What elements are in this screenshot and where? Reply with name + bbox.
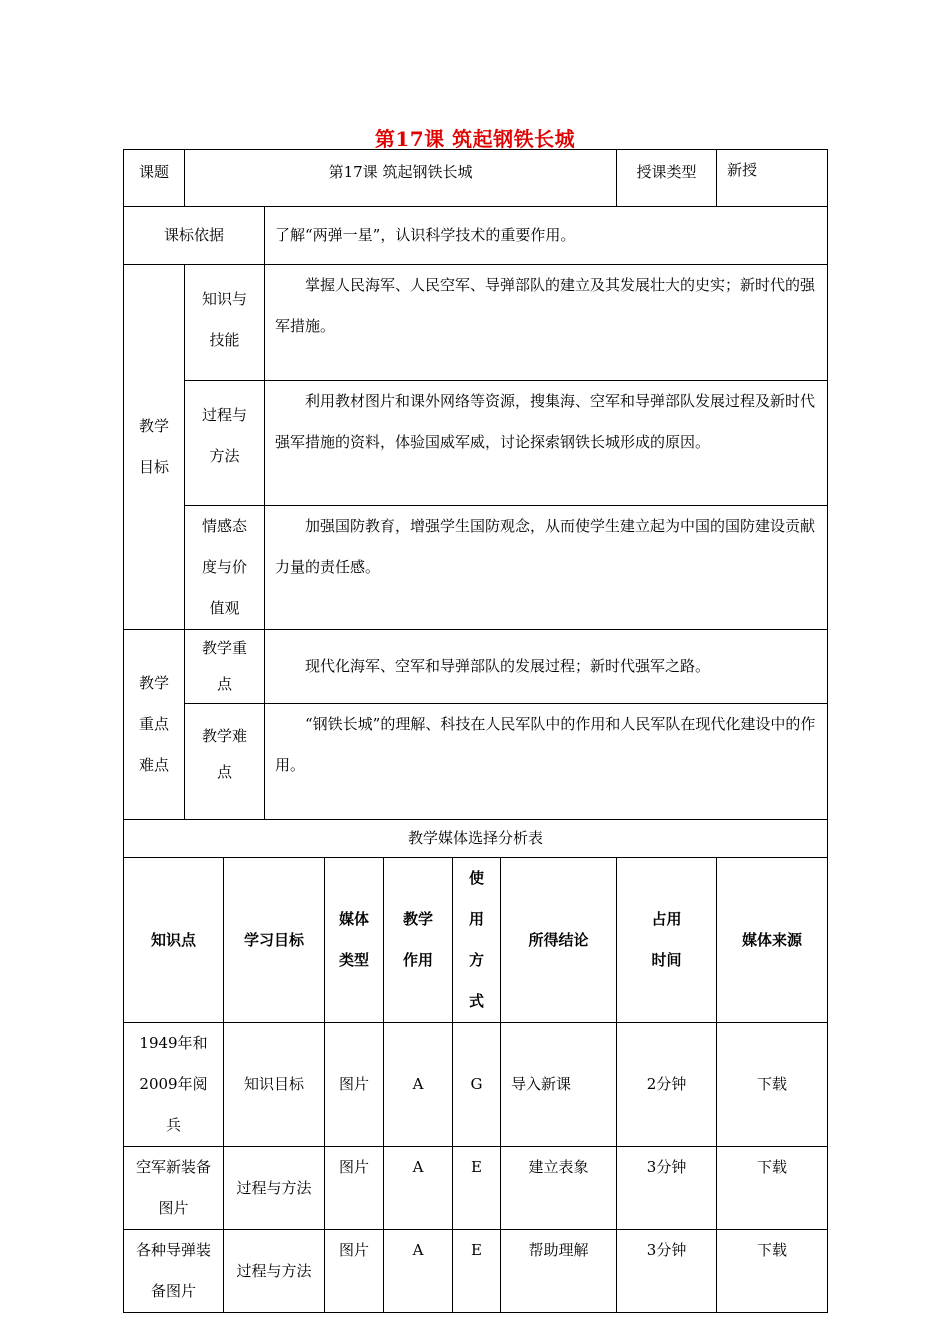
topic-value: 第17课 筑起钢铁长城 [185,150,617,207]
key-point-text: 现代化海军、空军和导弹部队的发展过程；新时代强军之路。 [265,630,828,704]
media-col-knowledge: 知识点 [124,858,224,1023]
media-col-role: 教学 作用 [384,858,453,1023]
media-row-3-knowledge: 各种导弹装备图片 [124,1230,224,1313]
media-row-1-usage: G [453,1023,501,1147]
media-row-3-usage: E [453,1230,501,1313]
goal-label-attitude: 情感态度与价值观 [185,506,265,630]
key-points-label: 教学重点难点 [124,630,185,820]
media-row-3-source: 下载 [717,1230,828,1313]
media-row-2-conclusion: 建立表象 [501,1147,617,1230]
media-row-1-objective: 知识目标 [224,1023,325,1147]
goals-label: 教学目标 [124,265,185,630]
standard-label: 课标依据 [124,207,265,265]
media-col-source: 媒体来源 [717,858,828,1023]
media-row-3-time: 3分钟 [617,1230,717,1313]
media-row-2-usage: E [453,1147,501,1230]
goal-label-process: 过程与方法 [185,381,265,506]
lesson-type-value: 新授 [717,150,828,207]
media-row-2-knowledge: 空军新装备图片 [124,1147,224,1230]
goal-text-knowledge: 掌握人民海军、人民空军、导弹部队的建立及其发展壮大的史实；新时代的强军措施。 [265,265,828,381]
difficult-point-label: 教学难点 [185,704,265,820]
lesson-type-label: 授课类型 [617,150,717,207]
standard-text: 了解“两弹一星”，认识科学技术的重要作用。 [265,207,828,265]
document-title: 第17课 筑起钢铁长城 [374,127,576,151]
media-row-3-role: A [384,1230,453,1313]
goal-text-attitude: 加强国防教育，增强学生国防观念，从而使学生建立起为中国的国防建设贡献力量的责任感。 [265,506,828,630]
media-row-1-conclusion: 导入新课 [501,1023,617,1147]
key-point-label: 教学重点 [185,630,265,704]
lesson-plan-table [123,149,828,1313]
media-col-time: 占用 时间 [617,858,717,1023]
topic-label: 课题 [124,150,185,207]
media-row-2-source: 下载 [717,1147,828,1230]
media-row-1-type: 图片 [325,1023,384,1147]
media-row-1-role: A [384,1023,453,1147]
media-row-3-type: 图片 [325,1230,384,1313]
media-row-2-time: 3分钟 [617,1147,717,1230]
media-row-2-type: 图片 [325,1147,384,1230]
media-col-usage: 使用方式 [453,858,501,1023]
media-row-3-conclusion: 帮助理解 [501,1230,617,1313]
media-col-objective: 学习目标 [224,858,325,1023]
media-col-conclusion: 所得结论 [501,858,617,1023]
difficult-point-text: “钢铁长城”的理解、科技在人民军队中的作用和人民军队在现代化建设中的作用。 [265,704,828,820]
media-row-3-objective: 过程与方法 [224,1230,325,1313]
media-table-title: 教学媒体选择分析表 [124,820,828,858]
media-col-type: 媒体类型 [325,858,384,1023]
media-row-1-source: 下载 [717,1023,828,1147]
goal-text-process: 利用教材图片和课外网络等资源，搜集海、空军和导弹部队发展过程及新时代强军措施的资料，体验国威军威，讨论探索钢铁长城形成的原因。 [265,381,828,506]
goal-label-knowledge: 知识与技能 [185,265,265,381]
media-row-2-role: A [384,1147,453,1230]
media-row-2-objective: 过程与方法 [224,1147,325,1230]
media-row-1-time: 2分钟 [617,1023,717,1147]
media-row-1-knowledge: 1949年和2009年阅兵 [124,1023,224,1147]
